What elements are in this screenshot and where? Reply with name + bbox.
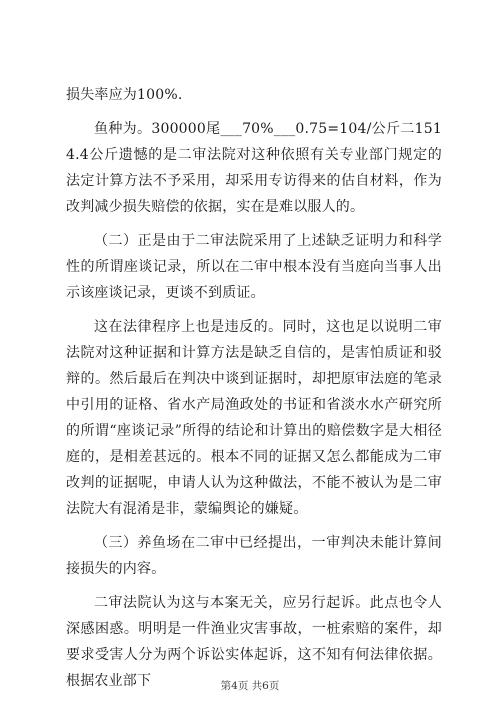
paragraph-section-three: （三）养鱼场在二审中已经提出，一审判决未能计算间接损失的内容。 — [66, 535, 442, 577]
document-body — [66, 82, 442, 694]
paragraph-procedure: 这在法律程序上也是违反的。同时，这也足以说明二审法院对这种证据和计算方法是缺乏自信的，是害怕质证和驳辩的。然后最后在判决中谈到证据时，却把原审法庭的笔录中引用的证格、省水产局渔政处的书证和省淡水水产研究所的所谓“座谈记录”所得的结论和计算出的赔偿数字是大相径庭的，是相差甚远的。根本不同的证据又怎么都能成为二审改判的证据呢，申请人认为这种做法，不能不被认为是二审法院大有混淆是非，蒙编舆论的嫌疑。 — [66, 319, 442, 517]
paragraph-section-two: （二）正是由于二审法院采用了上述缺乏证明力和科学性的所谓座谈记录，所以在二审中根本没有当庭向当事人出示该座谈记录，更谈不到质证。 — [66, 233, 442, 301]
paragraph-loss-rate: 损失率应为100%. — [66, 87, 183, 103]
page-number-footer: 第4页 共6页 — [220, 680, 280, 692]
paragraph-second-instance: 二审法院认为这与本案无关，应另行起诉。此点也令人深感困惑。明明是一件渔业灾害事故，一桩索赔的案件，却要求受害人分为两个诉讼实体起诉，这不知有何法律依据。根据农业部下 — [66, 595, 442, 689]
paragraph-fish-calculation: 鱼种为。300000尾___70%___0.75=104/公斤二1514.4公斤遗憾的是二审法院对这种依照有关专业部门规定的法定计算方法不予采用，却采用专访得来的估自材料，作为改判减少损失赔偿的依据，实在是难以服人的。 — [66, 121, 442, 215]
